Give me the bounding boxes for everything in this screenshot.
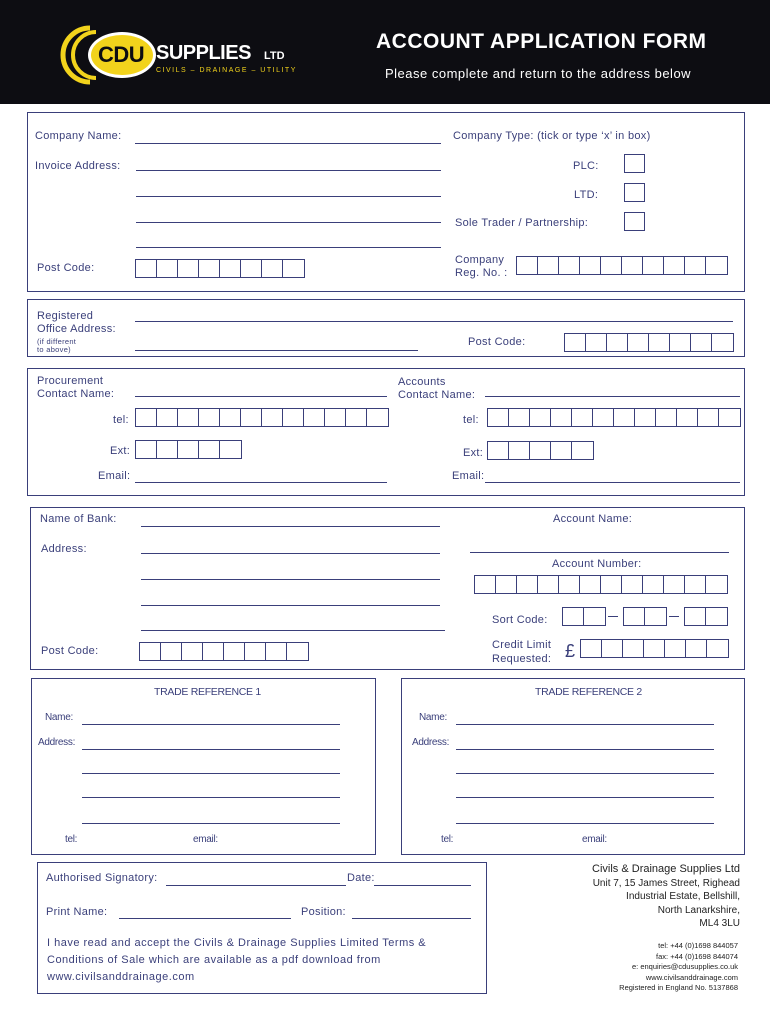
company-name-label: Company Name: (35, 130, 122, 142)
invoice-address-line-3[interactable] (136, 222, 441, 223)
accounts-email-field[interactable] (485, 482, 740, 483)
accounts-email-label: Email: (452, 470, 485, 482)
account-number-label: Account Number: (552, 558, 642, 570)
ref2-tel-label: tel: (441, 834, 454, 845)
company-reg-label-2: Reg. No. : (455, 267, 508, 279)
ref2-email-label: email: (582, 834, 607, 845)
bank-name-label: Name of Bank: (40, 513, 117, 525)
company-type-label: Company Type: (tick or type ‘x’ in box) (453, 130, 651, 142)
ltd-label: LTD: (574, 189, 599, 201)
bank-address-line-2[interactable] (141, 579, 440, 580)
ref2-address-line-4[interactable] (456, 823, 714, 824)
registered-post-code-label: Post Code: (468, 336, 526, 348)
currency-symbol: £ (565, 641, 576, 661)
registered-label-1: Registered (37, 310, 94, 322)
company-info-name: Civils & Drainage Supplies Ltd (592, 863, 740, 875)
print-name-field[interactable] (119, 918, 291, 919)
company-info-email[interactable]: e: enquiries@cdusupplies.co.uk (631, 962, 738, 971)
company-info-tel: tel: +44 (0)1698 844057 (658, 941, 738, 950)
sort-code-dash-2 (669, 616, 679, 617)
ltd-checkbox[interactable] (624, 183, 645, 202)
ref1-address-line-1[interactable] (82, 749, 340, 750)
plc-checkbox[interactable] (624, 154, 645, 173)
invoice-address-label: Invoice Address: (35, 160, 121, 172)
position-field[interactable] (352, 918, 471, 919)
accounts-label-2: Contact Name: (398, 389, 476, 401)
ref1-address-line-3[interactable] (82, 797, 340, 798)
bank-address-line-1[interactable] (141, 553, 440, 554)
accounts-tel-label: tel: (463, 414, 479, 426)
procurement-ext-label: Ext: (110, 445, 131, 457)
ref2-name-field[interactable] (456, 724, 714, 725)
bank-post-code-boxes[interactable] (139, 642, 309, 661)
terms-line-2: Conditions of Sale which are available as a pdf download from (47, 954, 381, 966)
company-info-addr-3: North Lanarkshire, (657, 904, 740, 916)
invoice-address-line-4[interactable] (136, 247, 441, 248)
procurement-ext-boxes[interactable] (135, 440, 242, 459)
ref1-address-line-4[interactable] (82, 823, 340, 824)
invoice-address-line-2[interactable] (136, 196, 441, 197)
terms-text (47, 935, 426, 986)
ref2-name-label: Name: (419, 712, 447, 723)
credit-limit-label-2: Requested: (492, 653, 552, 665)
company-reg-label-1: Company (455, 254, 505, 266)
company-info-addr-1: Unit 7, 15 James Street, Righead (592, 877, 740, 889)
bank-name-field[interactable] (141, 526, 440, 527)
position-label: Position: (301, 906, 346, 918)
registered-note-2: to above) (37, 345, 71, 354)
sole-trader-checkbox[interactable] (624, 212, 645, 231)
registered-note-1: (if different (37, 337, 77, 346)
account-number-boxes[interactable] (474, 575, 728, 594)
procurement-label-1: Procurement (37, 375, 104, 387)
sole-trader-label: Sole Trader / Partnership: (455, 217, 589, 229)
logo-tagline: CIVILS – DRAINAGE – UTILITY (156, 67, 297, 74)
bank-address-line-4[interactable] (141, 630, 445, 631)
company-contact-block (619, 941, 738, 994)
accounts-ext-label: Ext: (463, 447, 484, 459)
credit-limit-label-1: Credit Limit (492, 639, 552, 651)
post-code-label: Post Code: (37, 262, 95, 274)
accounts-label-1: Accounts (398, 376, 446, 388)
procurement-label-2: Contact Name: (37, 388, 115, 400)
account-name-label: Account Name: (553, 513, 633, 525)
form-subtitle: Please complete and return to the address below (385, 66, 692, 81)
registered-address-line-1[interactable] (135, 321, 733, 322)
ref2-address-label: Address: (412, 737, 450, 748)
procurement-tel-boxes[interactable] (135, 408, 389, 427)
post-code-boxes[interactable] (135, 259, 305, 278)
procurement-email-label: Email: (98, 470, 131, 482)
procurement-name-field[interactable] (135, 396, 387, 397)
form-title: ACCOUNT APPLICATION FORM (376, 30, 707, 53)
procurement-tel-label: tel: (113, 414, 129, 426)
date-field[interactable] (374, 885, 471, 886)
ref1-email-label: email: (193, 834, 218, 845)
ref1-name-label: Name: (45, 712, 73, 723)
accounts-name-field[interactable] (485, 396, 740, 397)
authorised-signatory-field[interactable] (166, 885, 346, 886)
logo-cdu-text: CDU (98, 42, 145, 67)
trade-reference-2-title: TRADE REFERENCE 2 (535, 686, 642, 698)
terms-line-1: I have read and accept the Civils & Drainage Supplies Limited Terms & (47, 937, 427, 949)
sort-code-boxes-3[interactable] (684, 607, 728, 626)
ref1-name-field[interactable] (82, 724, 340, 725)
plc-label: PLC: (573, 160, 599, 172)
company-reg-boxes[interactable] (516, 256, 728, 275)
accounts-tel-boxes[interactable] (487, 408, 741, 427)
bank-post-code-label: Post Code: (41, 645, 99, 657)
authorised-signatory-label: Authorised Signatory: (46, 872, 158, 884)
registered-label-2: Office Address: (37, 323, 116, 335)
ref2-address-line-2[interactable] (456, 773, 714, 774)
account-name-field[interactable] (470, 552, 729, 553)
terms-line-3[interactable]: www.civilsanddrainage.com (47, 971, 195, 983)
sort-code-label: Sort Code: (492, 614, 548, 626)
ref2-address-line-3[interactable] (456, 797, 714, 798)
company-info-addr-4: ML4 3LU (699, 918, 740, 929)
ref1-address-line-2[interactable] (82, 773, 340, 774)
company-info-addr-2: Industrial Estate, Bellshill, (626, 891, 740, 902)
bank-address-line-3[interactable] (141, 605, 440, 606)
ref1-address-label: Address: (38, 737, 76, 748)
sort-code-boxes-2[interactable] (623, 607, 667, 626)
trade-reference-1-section (31, 678, 376, 855)
bank-address-label: Address: (41, 543, 87, 555)
ref1-tel-label: tel: (65, 834, 78, 845)
company-name-field[interactable] (135, 143, 441, 144)
print-name-label: Print Name: (46, 906, 108, 918)
registered-address-line-2[interactable] (135, 350, 418, 351)
registered-post-code-boxes[interactable] (564, 333, 734, 352)
company-address-block (592, 863, 740, 931)
contacts-section (27, 368, 745, 496)
procurement-email-field[interactable] (135, 482, 387, 483)
accounts-ext-boxes[interactable] (487, 441, 594, 460)
ref2-address-line-1[interactable] (456, 749, 714, 750)
page-header (0, 0, 770, 104)
trade-reference-1-title: TRADE REFERENCE 1 (154, 686, 261, 698)
date-label: Date: (347, 872, 375, 884)
logo-supplies-text: SUPPLIES (156, 42, 251, 64)
trade-reference-2-section (401, 678, 745, 855)
logo-ltd-text: LTD (264, 50, 285, 62)
sort-code-boxes-1[interactable] (562, 607, 606, 626)
sort-code-dash-1 (608, 616, 618, 617)
company-info-fax: fax: +44 (0)1698 844074 (656, 951, 738, 961)
credit-limit-boxes[interactable] (580, 639, 729, 658)
invoice-address-line-1[interactable] (136, 170, 441, 171)
company-info-web[interactable]: www.civilsanddrainage.com (645, 972, 738, 982)
company-info-registered: Registered in England No. 5137868 (619, 983, 738, 992)
